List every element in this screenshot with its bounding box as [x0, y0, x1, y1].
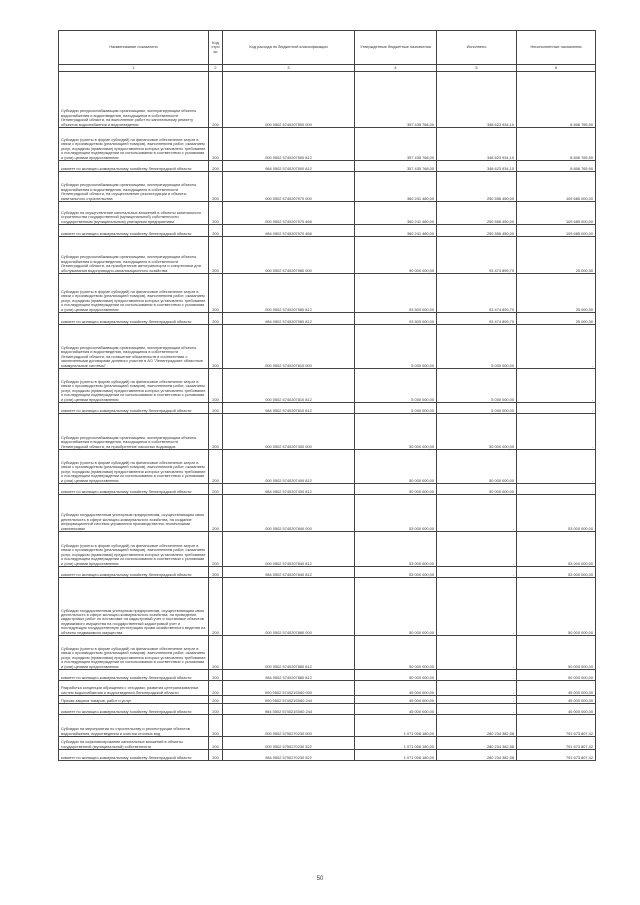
row-line-code: 200 — [209, 670, 223, 681]
table-row — [59, 161, 596, 172]
table-row — [59, 737, 596, 750]
row-executed: 5 000 000,00 — [437, 403, 517, 414]
row-budget-code: 984 0502 5740207980 812 — [223, 313, 355, 325]
table-row — [59, 274, 596, 313]
row-line-code: 200 — [209, 274, 223, 313]
row-executed: 50 000 000,00 — [437, 414, 517, 450]
row-line-code: 200 — [209, 750, 223, 761]
row-line-code: 200 — [209, 532, 223, 567]
table-row — [59, 704, 596, 715]
row-approved: 45 000 000,00 — [355, 704, 437, 715]
table-row — [59, 369, 596, 403]
row-executed: - — [437, 532, 517, 567]
row-unexecuted: - — [517, 414, 596, 450]
row-line-code: 200 — [209, 202, 223, 225]
column-index: 2 — [209, 65, 223, 72]
row-budget-code: 000 0502 5740207840 000 — [223, 495, 355, 532]
row-line-code: 200 — [209, 495, 223, 532]
row-approved: 357 435 768,00 — [355, 72, 437, 128]
row-approved: 90 000 000,00 — [355, 237, 437, 274]
row-unexecuted: 109 685 000,00 — [517, 202, 596, 225]
header-kind: Код стро ки — [209, 31, 223, 65]
row-executed: - — [437, 670, 517, 681]
table-row — [59, 172, 596, 202]
row-executed: - — [437, 704, 517, 715]
row-name: комитет по жилищно-коммунальному хозяйству Ленинградской области — [59, 403, 209, 414]
row-line-code: 200 — [209, 128, 223, 161]
table-row — [59, 578, 596, 636]
row-line-code: 200 — [209, 450, 223, 484]
row-unexecuted: 53 000 000,00 — [517, 495, 596, 532]
header-approved: Утвержденные бюджетные назначения — [355, 31, 437, 65]
row-approved: 357 435 768,00 — [355, 161, 437, 172]
row-approved: 53 000 000,00 — [355, 495, 437, 532]
row-budget-code: 000 0502 5740207500 000 — [223, 72, 355, 128]
table-row — [59, 715, 596, 737]
row-unexecuted: 8 806 765,90 — [517, 72, 596, 128]
table-row — [59, 225, 596, 237]
row-executed: 280 234 382,58 — [437, 750, 517, 761]
row-budget-code: 984 0502 5740207500 812 — [223, 161, 355, 172]
row-line-code: 200 — [209, 313, 223, 325]
row-approved: 45 000 000,00 — [355, 696, 437, 704]
row-budget-code: 000 0502 5740207400 000 — [223, 414, 355, 450]
row-budget-code: 000 0502 5740207880 000 — [223, 578, 355, 636]
row-name: Субсидии на софинансирование капитальных вложений в объекты государственной (муниципальной) собственности — [59, 737, 209, 750]
row-line-code: 200 — [209, 161, 223, 172]
row-approved: 1 071 008 180,00 — [355, 750, 437, 761]
row-executed: 93 474 899,70 — [437, 274, 517, 313]
row-approved: 53 000 000,00 — [355, 532, 437, 567]
row-unexecuted: 45 000 000,00 — [517, 704, 596, 715]
row-approved: 93 500 000,00 — [355, 274, 437, 313]
row-approved: 360 241 460,00 — [355, 202, 437, 225]
row-approved: 1 071 008 180,00 — [355, 737, 437, 750]
row-budget-code: 984 0502 5740207970 466 — [223, 225, 355, 237]
row-line-code: 200 — [209, 696, 223, 704]
row-executed: 5 000 000,00 — [437, 325, 517, 369]
table-body — [59, 72, 596, 761]
row-name: комитет по жилищно-коммунальному хозяйству Ленинградской области — [59, 484, 209, 495]
row-line-code: 200 — [209, 72, 223, 128]
row-unexecuted: 25 000,30 — [517, 274, 596, 313]
row-line-code: 200 — [209, 567, 223, 578]
row-approved: 360 241 460,00 — [355, 172, 437, 202]
row-executed: - — [437, 567, 517, 578]
header-name: Наименование показателя — [59, 31, 209, 65]
row-unexecuted: - — [517, 403, 596, 414]
row-line-code: 200 — [209, 237, 223, 274]
row-budget-code: 984 0502 5750270230 522 — [223, 750, 355, 761]
row-budget-code: 000 0502 5740207980 000 — [223, 237, 355, 274]
table-row — [59, 325, 596, 369]
row-unexecuted: 25 000,30 — [517, 313, 596, 325]
table-row — [59, 636, 596, 670]
column-index: 1 — [59, 65, 209, 72]
row-line-code: 200 — [209, 704, 223, 715]
table-row — [59, 532, 596, 567]
row-line-code: 200 — [209, 715, 223, 737]
table-row — [59, 128, 596, 161]
row-approved: 5 000 000,00 — [355, 325, 437, 369]
row-name: Субсидии (гранты в форме субсидий) на финансовое обеспечение затрат в связи с производством (реализацией товаров), выполнением работ, оказанием услуг, порядком (правилами) предоставления которых установлено требование о последующем подтверждении их использования в соответствии с условиями и (или) целями предоставления — [59, 636, 209, 670]
row-budget-code: 000 0502 5750270230 000 — [223, 715, 355, 737]
table-row — [59, 450, 596, 484]
row-executed: - — [437, 578, 517, 636]
column-index-row — [59, 65, 596, 72]
row-unexecuted: 45 000 000,00 — [517, 696, 596, 704]
row-budget-code: 000 0502 574021S060 244 — [223, 696, 355, 704]
row-name: Субсидии ресурсоснабжающим организациям, эксплуатирующим объекты водоснабжения и водоотведения, находящиеся в собственности Ленинградской области, на приобретение насосных водоводов — [59, 414, 209, 450]
row-line-code: 200 — [209, 172, 223, 202]
row-executed: 280 234 382,58 — [437, 715, 517, 737]
row-budget-code: 984 0502 5740207810 812 — [223, 403, 355, 414]
table-row — [59, 567, 596, 578]
row-approved: 5 000 000,00 — [355, 403, 437, 414]
row-line-code: 200 — [209, 578, 223, 636]
row-name: Субсидии на осуществление капитальных вложений в объекты капитального строительства государственной (муниципальной) собственности государственным (муниципальным) унитарным предприятиям — [59, 202, 209, 225]
row-name: Субсидии ресурсоснабжающим организациям, эксплуатирующим объекты водоснабжения и водоотведения, находящиеся в собственности Ленинградской области, на погашение обязательств в соответствии с заключенными договорами долевого участия в АО "Ленинградские областные коммунальные системы" — [59, 325, 209, 369]
table-row — [59, 72, 596, 128]
row-approved: 50 000 000,00 — [355, 636, 437, 670]
row-budget-code: 000 0502 5740207500 812 — [223, 128, 355, 161]
table-row — [59, 237, 596, 274]
row-executed: - — [437, 696, 517, 704]
row-name: Субсидии государственным унитарным предприятиям, осуществляющим свою деятельность в сфере жилищно-коммунального хозяйства, на создание информационной системы управления производственно-техническими комплексами — [59, 495, 209, 532]
table-row — [59, 202, 596, 225]
row-unexecuted: 25 000,30 — [517, 237, 596, 274]
row-name: Субсидии на мероприятия по строительству и реконструкции объектов водоснабжения, водоотведения и очистки сточных вод — [59, 715, 209, 737]
row-line-code: 200 — [209, 636, 223, 670]
row-executed: 250 556 450,00 — [437, 172, 517, 202]
row-approved: 357 435 768,00 — [355, 128, 437, 161]
row-budget-code: 000 0502 5740207400 812 — [223, 450, 355, 484]
row-name: комитет по жилищно-коммунальному хозяйству Ленинградской области — [59, 313, 209, 325]
row-line-code: 200 — [209, 403, 223, 414]
table-row — [59, 495, 596, 532]
row-unexecuted: 791 673 807,42 — [517, 737, 596, 750]
row-executed: 280 234 382,58 — [437, 737, 517, 750]
row-approved: 53 000 000,00 — [355, 567, 437, 578]
row-budget-code: 000 0502 5740207880 812 — [223, 636, 355, 670]
column-index: 5 — [437, 65, 517, 72]
header-executed: Исполнено — [437, 31, 517, 65]
page-number: 50 — [316, 876, 324, 882]
row-approved: 50 000 000,00 — [355, 450, 437, 484]
row-approved: 50 000 000,00 — [355, 670, 437, 681]
row-executed: 348 623 934,10 — [437, 72, 517, 128]
table-row — [59, 750, 596, 761]
row-name: Субсидии (гранты в форме субсидий) на финансовое обеспечение затрат в связи с производством (реализацией товаров), выполнением работ, оказанием услуг, порядком (правилами) предоставления которых установлено требование о последующем подтверждении их использования в соответствии с условиями и (или) целями предоставления — [59, 450, 209, 484]
row-approved: 93 500 000,00 — [355, 313, 437, 325]
row-budget-code: 000 0502 5750270230 522 — [223, 737, 355, 750]
row-budget-code: 000 0502 5740207810 000 — [223, 325, 355, 369]
row-budget-code: 984 0502 5740207400 812 — [223, 484, 355, 495]
row-unexecuted: - — [517, 325, 596, 369]
header-code: Код расхода по бюджетной классификации — [223, 31, 355, 65]
table-row — [59, 484, 596, 495]
budget-execution-table — [58, 30, 596, 761]
row-line-code: 200 — [209, 369, 223, 403]
row-name: Субсидии ресурсоснабжающим организациям, эксплуатирующим объекты водоснабжения и водоотведения, находящиеся в собственности Ленинградской области, на приобретение автотранспорта и спецтехники для обслуживания водопроводно-канализационного хозяйства — [59, 237, 209, 274]
row-name: комитет по жилищно-коммунальному хозяйству Ленинградской области — [59, 225, 209, 237]
row-executed: - — [437, 636, 517, 670]
row-budget-code: 000 0502 5740207840 812 — [223, 532, 355, 567]
row-unexecuted: 8 806 765,90 — [517, 128, 596, 161]
table-row — [59, 313, 596, 325]
table-row — [59, 670, 596, 681]
row-approved: 360 241 460,00 — [355, 225, 437, 237]
row-unexecuted: 50 000 000,00 — [517, 578, 596, 636]
row-executed: 250 556 450,00 — [437, 225, 517, 237]
row-executed: 50 000 000,00 — [437, 450, 517, 484]
table-row — [59, 681, 596, 696]
row-executed: 93 474 899,70 — [437, 313, 517, 325]
row-name: Субсидии (гранты в форме субсидий) на финансовое обеспечение затрат в связи с производством (реализацией товаров), выполнением работ, оказанием услуг, порядком (правилами) предоставления которых установлено требование о последующем подтверждении их использования в соответствии с условиями и (или) целями предоставления — [59, 128, 209, 161]
row-name: Субсидии государственным унитарным предприятиям, осуществляющим свою деятельность в сфере жилищно-коммунального хозяйства, на проведение кадастровых работ по постановке на кадастровый учет и постановке объектов недвижимого имущества на государственный кадастровый учет и последующую государственную регистрацию права хозяйственного ведения на объекты недвижимого имущества — [59, 578, 209, 636]
row-approved: 1 071 008 180,00 — [355, 715, 437, 737]
row-name: Разработка концепции обращения с отходами, развития централизованных систем водоснабжения и водоотведения Ленинградской области — [59, 681, 209, 696]
row-unexecuted: - — [517, 484, 596, 495]
row-approved: 50 000 000,00 — [355, 484, 437, 495]
row-line-code: 200 — [209, 681, 223, 696]
row-approved: 50 000 000,00 — [355, 578, 437, 636]
row-name: Субсидии ресурсоснабжающим организациям, эксплуатирующим объекты водоснабжения и водоотведения, находящиеся в собственности Ленинградской области, на осуществление реконструкции и объекты капитального строительства — [59, 172, 209, 202]
row-name: Субсидии ресурсоснабжающим организациям, эксплуатирующим объекты водоснабжения и водоотведения, находящиеся в собственности Ленинградской области, на выполнение работ по капитальному ремонту объектов водоснабжения и водоотведения — [59, 72, 209, 128]
row-budget-code: 984 0502 574021S060 244 — [223, 704, 355, 715]
row-name: Прочая закупка товаров, работ и услуг — [59, 696, 209, 704]
column-index: 4 — [355, 65, 437, 72]
row-unexecuted: 8 806 765,90 — [517, 161, 596, 172]
row-budget-code: 000 0502 5740207970 466 — [223, 202, 355, 225]
header-row — [59, 31, 596, 65]
row-budget-code: 000 0502 5740207970 000 — [223, 172, 355, 202]
row-unexecuted: 109 685 000,00 — [517, 172, 596, 202]
row-executed: 93 474 899,70 — [437, 237, 517, 274]
row-executed: 348 623 934,10 — [437, 161, 517, 172]
row-budget-code: 000 0502 5740207980 812 — [223, 274, 355, 313]
row-name: Субсидии (гранты в форме субсидий) на финансовое обеспечение затрат в связи с производством (реализацией товаров), выполнением работ, оказанием услуг, порядком (правилами) предоставления которых установлено требование о последующем подтверждении их использования в соответствии с условиями и (или) целями предоставления — [59, 369, 209, 403]
row-unexecuted: 791 673 807,42 — [517, 750, 596, 761]
row-line-code: 200 — [209, 325, 223, 369]
column-index: 3 — [223, 65, 355, 72]
row-budget-code: 984 0502 5740207880 812 — [223, 670, 355, 681]
row-line-code: 200 — [209, 484, 223, 495]
row-line-code: 200 — [209, 737, 223, 750]
row-name: Субсидии (гранты в форме субсидий) на финансовое обеспечение затрат в связи с производством (реализацией товаров), выполнением работ, оказанием услуг, порядком (правилами) предоставления которых установлено требование о последующем подтверждении их использования в соответствии с условиями и (или) целями предоставления — [59, 274, 209, 313]
row-unexecuted: 45 000 000,00 — [517, 681, 596, 696]
row-unexecuted: 50 000 000,00 — [517, 636, 596, 670]
row-executed: 5 000 000,00 — [437, 369, 517, 403]
row-unexecuted: - — [517, 369, 596, 403]
row-executed: - — [437, 495, 517, 532]
row-name: Субсидии (гранты в форме субсидий) на финансовое обеспечение затрат в связи с производством (реализацией товаров), выполнением работ, оказанием услуг, порядком (правилами) предоставления которых установлено требование о последующем подтверждении их использования в соответствии с условиями и (или) целями предоставления — [59, 532, 209, 567]
row-unexecuted: 50 000 000,00 — [517, 670, 596, 681]
table-row — [59, 696, 596, 704]
row-unexecuted: 791 673 807,42 — [517, 715, 596, 737]
column-index: 6 — [517, 65, 596, 72]
row-unexecuted: 109 685 000,00 — [517, 225, 596, 237]
row-unexecuted: - — [517, 450, 596, 484]
table-row — [59, 414, 596, 450]
row-approved: 50 000 000,00 — [355, 414, 437, 450]
row-approved: 5 000 000,00 — [355, 369, 437, 403]
row-name: комитет по жилищно-коммунальному хозяйству Ленинградской области — [59, 704, 209, 715]
row-budget-code: 000 0502 5740207810 812 — [223, 369, 355, 403]
row-executed: 50 000 000,00 — [437, 484, 517, 495]
row-executed: - — [437, 681, 517, 696]
row-approved: 45 000 000,00 — [355, 681, 437, 696]
row-unexecuted: 53 000 000,00 — [517, 567, 596, 578]
header-unexecuted: Неисполненные назначения — [517, 31, 596, 65]
row-name: комитет по жилищно-коммунальному хозяйству Ленинградской области — [59, 567, 209, 578]
row-name: комитет по жилищно-коммунальному хозяйству Ленинградской области — [59, 670, 209, 681]
row-line-code: 200 — [209, 225, 223, 237]
row-executed: 348 623 934,10 — [437, 128, 517, 161]
row-name: комитет по жилищно-коммунальному хозяйству Ленинградской области — [59, 161, 209, 172]
row-executed: 250 556 450,00 — [437, 202, 517, 225]
row-name: комитет по жилищно-коммунальному хозяйству Ленинградской области — [59, 750, 209, 761]
row-unexecuted: 53 000 000,00 — [517, 532, 596, 567]
row-budget-code: 000 0502 574021S060 000 — [223, 681, 355, 696]
table-row — [59, 403, 596, 414]
row-line-code: 200 — [209, 414, 223, 450]
row-budget-code: 984 0502 5740207840 812 — [223, 567, 355, 578]
